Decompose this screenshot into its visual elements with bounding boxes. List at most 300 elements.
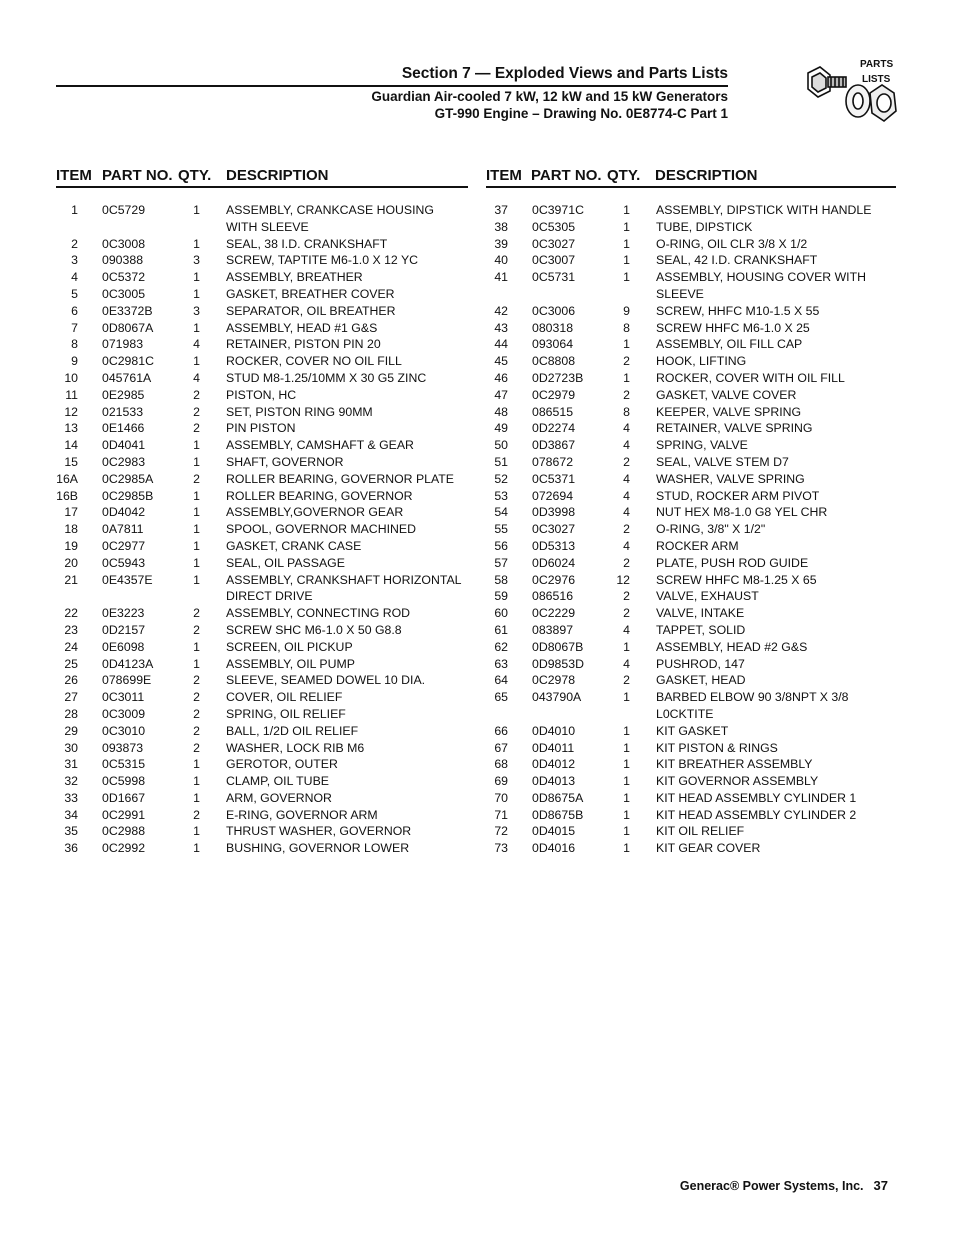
quantity: 4 xyxy=(623,471,630,486)
table-row xyxy=(486,387,896,404)
part-number: 0C2985B xyxy=(102,488,154,503)
table-row xyxy=(56,605,468,622)
item-number: 13 xyxy=(64,421,78,436)
description: COVER, OIL RELIEF xyxy=(226,690,343,705)
item-number: 55 xyxy=(494,522,508,537)
description: GEROTOR, OUTER xyxy=(226,757,338,772)
part-number: 072694 xyxy=(532,488,574,503)
item-number: 24 xyxy=(64,639,78,654)
quantity: 2 xyxy=(623,555,630,570)
quantity: 1 xyxy=(623,723,630,738)
table-row xyxy=(56,672,468,689)
description: WASHER, LOCK RIB M6 xyxy=(226,740,365,755)
part-number: 093873 xyxy=(102,740,144,755)
item-number: 51 xyxy=(494,454,508,469)
description: KIT GASKET xyxy=(656,723,729,738)
item-number: 67 xyxy=(494,740,508,755)
quantity: 2 xyxy=(193,387,200,402)
quantity: 2 xyxy=(193,471,200,486)
table-row xyxy=(486,504,896,521)
item-number: 36 xyxy=(64,841,78,856)
table-row xyxy=(486,320,896,337)
description: SEPARATOR, OIL BREATHER xyxy=(226,303,396,318)
part-number: 0D4016 xyxy=(532,841,576,856)
quantity: 2 xyxy=(623,673,630,688)
table-row xyxy=(486,236,896,253)
description: ROLLER BEARING, GOVERNOR PLATE xyxy=(226,471,455,486)
header-rule xyxy=(56,85,728,87)
quantity: 2 xyxy=(193,404,200,419)
part-number: 0C2977 xyxy=(102,538,146,553)
part-number: 0C3971C xyxy=(532,203,584,217)
description: GASKET, VALVE COVER xyxy=(656,387,797,402)
table-row xyxy=(56,840,468,857)
description: ROCKER, COVER WITH OIL FILL xyxy=(656,370,845,385)
description: ASSEMBLY, CONNECTING ROD xyxy=(226,606,411,621)
part-number: 093064 xyxy=(532,337,574,352)
quantity: 1 xyxy=(193,488,200,503)
part-number: 0C3005 xyxy=(102,286,146,301)
quantity: 2 xyxy=(193,673,200,688)
table-row xyxy=(56,756,468,773)
item-number: 50 xyxy=(494,438,508,453)
table-row xyxy=(56,320,468,337)
item-number: 6 xyxy=(71,303,78,318)
item-number: 1 xyxy=(71,203,78,217)
table-row xyxy=(56,740,468,757)
item-number: 34 xyxy=(64,807,78,822)
description: ASSEMBLY, OIL PUMP xyxy=(226,656,355,671)
part-number: 0D4011 xyxy=(532,740,575,755)
description: SEAL, OIL PASSAGE xyxy=(226,555,345,570)
part-number: 0D4123A xyxy=(102,656,154,671)
quantity: 2 xyxy=(623,354,630,369)
part-number: 0C5372 xyxy=(102,270,146,285)
table-row xyxy=(56,286,468,303)
quantity: 1 xyxy=(623,790,630,805)
table-row xyxy=(486,689,896,723)
part-number: 0D4041 xyxy=(102,438,146,453)
item-number: 9 xyxy=(71,354,78,369)
table-row xyxy=(486,252,896,269)
item-number: 11 xyxy=(65,387,78,402)
item-number: 54 xyxy=(494,505,508,520)
part-number: 0C2978 xyxy=(532,673,576,688)
table-row xyxy=(486,420,896,437)
part-number: 0C2988 xyxy=(102,824,146,839)
description: CLAMP, OIL TUBE xyxy=(226,774,329,789)
description: SEAL, 42 I.D. CRANKSHAFT xyxy=(656,253,818,268)
quantity: 9 xyxy=(623,303,630,318)
quantity: 1 xyxy=(193,454,200,469)
quantity: 1 xyxy=(193,270,200,285)
table-row xyxy=(56,437,468,454)
quantity: 1 xyxy=(193,505,200,520)
description: TUBE, DIPSTICK xyxy=(656,219,753,234)
part-number: 0C5315 xyxy=(102,757,146,772)
part-number: 078672 xyxy=(532,454,574,469)
part-number: 0C3011 xyxy=(102,690,145,705)
description: SCREW HHFC M8-1.25 X 65 xyxy=(656,572,817,587)
part-number: 0D2274 xyxy=(532,421,576,436)
description: ASSEMBLY, CAMSHAFT & GEAR xyxy=(226,438,414,453)
quantity: 1 xyxy=(193,538,200,553)
item-number: 14 xyxy=(64,438,78,453)
description: KIT BREATHER ASSEMBLY xyxy=(656,757,813,772)
col-head-item: ITEM xyxy=(486,167,522,184)
table-row xyxy=(56,689,468,706)
item-number: 42 xyxy=(494,303,508,318)
quantity: 1 xyxy=(623,236,630,251)
quantity: 4 xyxy=(623,421,630,436)
description: KIT HEAD ASSEMBLY CYLINDER 2 xyxy=(656,807,857,822)
item-number: 12 xyxy=(64,404,78,419)
table-row xyxy=(486,572,896,589)
quantity: 1 xyxy=(623,807,630,822)
item-number: 5 xyxy=(71,286,78,301)
item-number: 40 xyxy=(494,253,508,268)
page-number: 37 xyxy=(873,1178,888,1193)
col-head-description: DESCRIPTION xyxy=(655,167,758,184)
part-number: 0D2157 xyxy=(102,622,146,637)
description: GASKET, CRANK CASE xyxy=(226,538,362,553)
quantity: 1 xyxy=(193,572,200,587)
table-row xyxy=(56,504,468,521)
part-number: 0C2229 xyxy=(532,606,576,621)
quantity: 1 xyxy=(623,774,630,789)
table-row xyxy=(56,252,468,269)
table-row xyxy=(56,454,468,471)
col-head-qty: QTY. xyxy=(178,167,212,184)
table-row xyxy=(486,605,896,622)
quantity: 4 xyxy=(623,538,630,553)
item-number: 37 xyxy=(494,203,508,217)
description: KIT OIL RELIEF xyxy=(656,824,745,839)
part-number: 071983 xyxy=(102,337,144,352)
description: KIT GEAR COVER xyxy=(656,841,761,856)
part-number: 0C2976 xyxy=(532,572,576,587)
quantity: 1 xyxy=(623,757,630,772)
item-number: 16A xyxy=(56,471,78,486)
part-number: 0D8675B xyxy=(532,807,584,822)
table-row xyxy=(56,336,468,353)
quantity: 2 xyxy=(193,622,200,637)
part-number: 0C3027 xyxy=(532,522,576,537)
item-number: 45 xyxy=(494,354,508,369)
description: HOOK, LIFTING xyxy=(656,354,747,369)
description: ASSEMBLY, HEAD #1 G&S xyxy=(226,320,378,335)
item-number: 72 xyxy=(494,824,508,839)
part-number: 080318 xyxy=(532,320,574,335)
table-header-right xyxy=(486,166,896,188)
col-head-description: DESCRIPTION xyxy=(226,167,329,184)
description: ROCKER ARM xyxy=(656,538,739,553)
part-number: 0D8067A xyxy=(102,320,154,335)
description: SPRING, OIL RELIEF xyxy=(226,706,346,721)
item-number: 43 xyxy=(494,320,508,335)
page-header xyxy=(56,64,728,84)
part-number: 0D9853D xyxy=(532,656,584,671)
description: PISTON, HC xyxy=(226,387,297,402)
quantity: 1 xyxy=(193,757,200,772)
description: ASSEMBLY, CRANKCASE HOUSING WITH SLEEVE xyxy=(226,203,434,234)
description: ROLLER BEARING, GOVERNOR xyxy=(226,488,413,503)
table-row xyxy=(486,555,896,572)
description: THRUST WASHER, GOVERNOR xyxy=(226,824,412,839)
description: NUT HEX M8-1.0 G8 YEL CHR xyxy=(656,505,828,520)
description: SEAL, VALVE STEM D7 xyxy=(656,454,789,469)
table-row xyxy=(56,823,468,840)
item-number: 3 xyxy=(71,253,78,268)
item-number: 39 xyxy=(494,236,508,251)
item-number: 31 xyxy=(64,757,78,772)
quantity: 4 xyxy=(193,370,200,385)
table-row xyxy=(486,471,896,488)
description: SPOOL, GOVERNOR MACHINED xyxy=(226,522,416,537)
part-number: 0D8067B xyxy=(532,639,584,654)
part-number: 0D4015 xyxy=(532,824,576,839)
table-row xyxy=(486,454,896,471)
quantity: 2 xyxy=(193,421,200,436)
part-number: 0C2985A xyxy=(102,471,154,486)
col-head-part-no: PART NO. xyxy=(102,167,173,184)
item-number: 69 xyxy=(494,774,508,789)
quantity: 1 xyxy=(623,219,630,234)
item-number: 19 xyxy=(64,538,78,553)
table-row xyxy=(486,219,896,236)
item-number: 70 xyxy=(494,790,508,805)
description: PIN PISTON xyxy=(226,421,296,436)
page-subtitle xyxy=(56,88,728,122)
table-row xyxy=(56,622,468,639)
table-row xyxy=(486,740,896,757)
table-row xyxy=(56,236,468,253)
item-number: 18 xyxy=(64,522,78,537)
quantity: 1 xyxy=(623,690,630,705)
part-number: 0D6024 xyxy=(532,555,576,570)
part-number: 0E1466 xyxy=(102,421,145,436)
table-row xyxy=(56,488,468,505)
table-row xyxy=(486,404,896,421)
quantity: 2 xyxy=(623,387,630,402)
table-row xyxy=(56,656,468,673)
item-number: 61 xyxy=(494,622,508,637)
description: WASHER, VALVE SPRING xyxy=(656,471,805,486)
quantity: 3 xyxy=(193,253,200,268)
quantity: 2 xyxy=(623,606,630,621)
quantity: 1 xyxy=(193,354,200,369)
item-number: 20 xyxy=(64,555,78,570)
description: O-RING, 3/8" X 1/2" xyxy=(656,522,766,537)
quantity: 1 xyxy=(193,824,200,839)
table-row xyxy=(56,773,468,790)
table-row xyxy=(56,723,468,740)
logo-text-parts: PARTS xyxy=(860,59,894,70)
description: VALVE, EXHAUST xyxy=(656,589,759,604)
quantity: 2 xyxy=(193,706,200,721)
item-number: 62 xyxy=(494,639,508,654)
item-number: 44 xyxy=(494,337,508,352)
part-number: 0D4042 xyxy=(102,505,146,520)
part-number: 0C5305 xyxy=(532,219,576,234)
subtitle-line-1: Guardian Air-cooled 7 kW, 12 kW and 15 kW Generators xyxy=(371,89,728,104)
item-number: 65 xyxy=(494,690,508,705)
description: ASSEMBLY, HEAD #2 G&S xyxy=(656,639,808,654)
item-number: 47 xyxy=(494,387,508,402)
quantity: 1 xyxy=(193,841,200,856)
quantity: 1 xyxy=(193,790,200,805)
table-row xyxy=(56,404,468,421)
item-number: 41 xyxy=(494,270,508,285)
quantity: 1 xyxy=(623,337,630,352)
item-number: 58 xyxy=(494,572,508,587)
part-number: 078699E xyxy=(102,673,152,688)
table-row xyxy=(486,622,896,639)
table-row xyxy=(56,202,468,236)
description: SCREW, TAPTITE M6-1.0 X 12 YC xyxy=(226,253,419,268)
parts-table-left xyxy=(56,166,468,856)
description: SCREW HHFC M6-1.0 X 25 xyxy=(656,320,810,335)
table-row xyxy=(486,807,896,824)
description: KEEPER, VALVE SPRING xyxy=(656,404,802,419)
table-row xyxy=(56,269,468,286)
description: KIT HEAD ASSEMBLY CYLINDER 1 xyxy=(656,790,857,805)
footer-company: Generac® Power Systems, Inc. xyxy=(679,1179,864,1193)
item-number: 25 xyxy=(64,656,78,671)
description: GASKET, HEAD xyxy=(656,673,746,688)
table-row xyxy=(486,353,896,370)
quantity: 1 xyxy=(623,370,630,385)
part-number: 0C3010 xyxy=(102,723,146,738)
item-number: 60 xyxy=(494,606,508,621)
description: STUD M8-1.25/10MM X 30 G5 ZINC xyxy=(226,370,427,385)
quantity: 2 xyxy=(193,723,200,738)
description: ASSEMBLY, BREATHER xyxy=(226,270,363,285)
part-number: 0D1667 xyxy=(102,790,146,805)
table-row xyxy=(486,588,896,605)
item-number: 63 xyxy=(494,656,508,671)
table-body-right xyxy=(486,202,896,857)
part-number: 0C5731 xyxy=(532,270,576,285)
part-number: 045761A xyxy=(102,370,152,385)
item-number: 49 xyxy=(494,421,508,436)
part-number: 0C5998 xyxy=(102,774,146,789)
part-number: 086516 xyxy=(532,589,574,604)
table-row xyxy=(486,656,896,673)
description: PLATE, PUSH ROD GUIDE xyxy=(656,555,809,570)
item-number: 59 xyxy=(494,589,508,604)
table-row xyxy=(486,790,896,807)
item-number: 8 xyxy=(71,337,78,352)
quantity: 4 xyxy=(623,656,630,671)
description: SPRING, VALVE xyxy=(656,438,748,453)
table-row xyxy=(56,471,468,488)
item-number: 15 xyxy=(64,454,78,469)
table-row xyxy=(56,790,468,807)
quantity: 4 xyxy=(623,438,630,453)
item-number: 27 xyxy=(64,690,78,705)
table-row xyxy=(486,336,896,353)
item-number: 64 xyxy=(494,673,508,688)
table-row xyxy=(486,303,896,320)
description: PUSHROD, 147 xyxy=(656,656,745,671)
item-number: 66 xyxy=(494,723,508,738)
part-number: 0D2723B xyxy=(532,370,584,385)
description: RETAINER, PISTON PIN 20 xyxy=(226,337,381,352)
quantity: 1 xyxy=(623,639,630,654)
table-row xyxy=(486,437,896,454)
part-number: 0E2985 xyxy=(102,387,145,402)
page-footer xyxy=(680,1178,888,1193)
quantity: 1 xyxy=(193,555,200,570)
item-number: 32 xyxy=(64,774,78,789)
quantity: 1 xyxy=(193,774,200,789)
table-row xyxy=(56,538,468,555)
table-row xyxy=(486,823,896,840)
description: E-RING, GOVERNOR ARM xyxy=(226,807,378,822)
item-number: 7 xyxy=(71,320,78,335)
part-number: 043790A xyxy=(532,690,582,705)
description: VALVE, INTAKE xyxy=(656,606,745,621)
part-number: 0D8675A xyxy=(532,790,584,805)
quantity: 4 xyxy=(623,622,630,637)
item-number: 52 xyxy=(494,471,508,486)
table-row xyxy=(486,488,896,505)
quantity: 8 xyxy=(623,404,630,419)
item-number: 10 xyxy=(64,370,78,385)
item-number: 4 xyxy=(71,270,78,285)
quantity: 2 xyxy=(623,454,630,469)
logo-text-lists: LISTS xyxy=(862,74,891,85)
item-number: 2 xyxy=(71,236,78,251)
quantity: 1 xyxy=(623,253,630,268)
item-number: 17 xyxy=(64,505,78,520)
quantity: 1 xyxy=(193,320,200,335)
quantity: 1 xyxy=(193,286,200,301)
table-row xyxy=(56,303,468,320)
part-number: 0C2991 xyxy=(102,807,146,822)
description: SEAL, 38 I.D. CRANKSHAFT xyxy=(226,236,388,251)
quantity: 4 xyxy=(193,337,200,352)
description: ROCKER, COVER NO OIL FILL xyxy=(226,354,402,369)
quantity: 3 xyxy=(193,303,200,318)
description: BARBED ELBOW 90 3/8NPT X 3/8 L0CKTITE xyxy=(656,690,849,721)
table-row xyxy=(486,840,896,857)
description: KIT GOVERNOR ASSEMBLY xyxy=(656,774,819,789)
description: O-RING, OIL CLR 3/8 X 1/2 xyxy=(656,236,808,251)
table-row xyxy=(56,387,468,404)
quantity: 4 xyxy=(623,488,630,503)
description: BALL, 1/2D OIL RELIEF xyxy=(226,723,359,738)
item-number: 73 xyxy=(494,841,508,856)
section-title: Section 7 — Exploded Views and Parts Lists xyxy=(401,65,728,82)
part-number: 0E4357E xyxy=(102,572,153,587)
part-number: 0D3998 xyxy=(532,505,576,520)
item-number: 21 xyxy=(64,572,78,587)
item-number: 30 xyxy=(64,740,78,755)
item-number: 28 xyxy=(64,706,78,721)
parts-lists-logo xyxy=(800,55,900,130)
quantity: 8 xyxy=(623,320,630,335)
quantity: 12 xyxy=(616,572,630,587)
description: ASSEMBLY, CRANKSHAFT HORIZONTAL DIRECT DRIVE xyxy=(226,572,462,604)
description: ASSEMBLY,GOVERNOR GEAR xyxy=(226,505,404,520)
quantity: 1 xyxy=(193,438,200,453)
table-row xyxy=(486,723,896,740)
description: SCREW, HHFC M10-1.5 X 55 xyxy=(656,303,820,318)
description: ASSEMBLY, DIPSTICK WITH HANDLE xyxy=(656,203,872,217)
part-number: 0C3008 xyxy=(102,236,146,251)
